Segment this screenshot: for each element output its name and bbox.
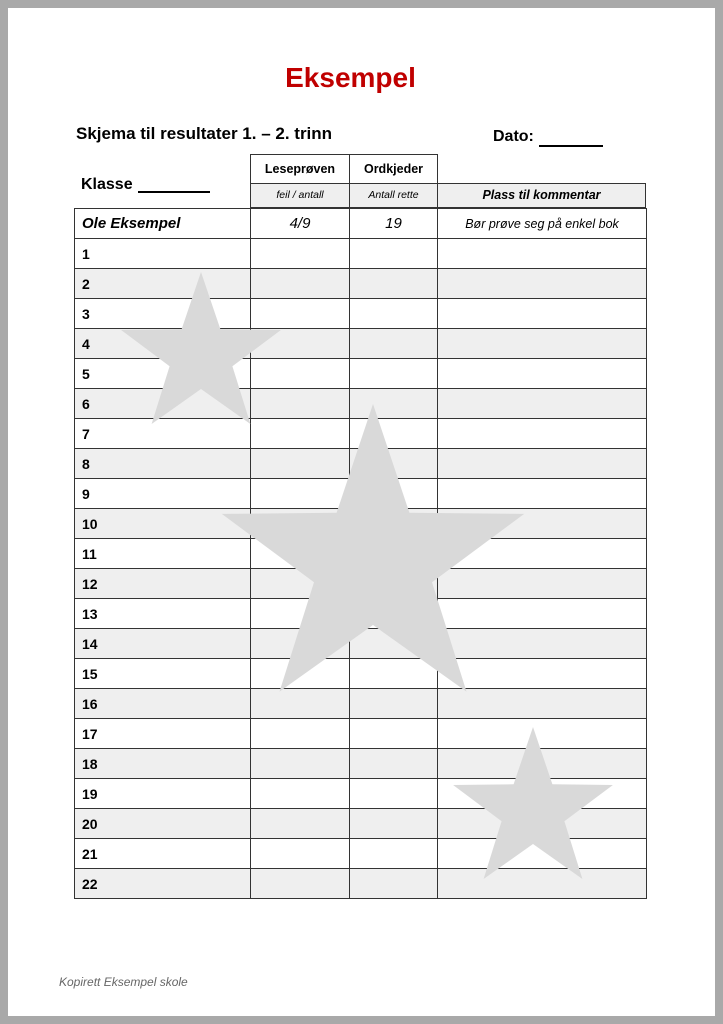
chains-cell[interactable] [350, 779, 438, 809]
table-row [75, 359, 647, 389]
comment-cell[interactable] [438, 479, 647, 509]
row-number: 17 [75, 719, 251, 749]
example-chains: 19 [350, 209, 438, 239]
results-table [74, 208, 647, 899]
reading-cell[interactable] [251, 299, 350, 329]
table-row [75, 569, 647, 599]
page-title: Eksempel [285, 62, 416, 93]
row-number: 21 [75, 839, 251, 869]
table-row [75, 779, 647, 809]
row-number: 22 [75, 869, 251, 899]
chains-cell[interactable] [350, 809, 438, 839]
table-row [75, 269, 647, 299]
row-number: 7 [75, 419, 251, 449]
row-number: 11 [75, 539, 251, 569]
comment-cell[interactable] [438, 779, 647, 809]
chains-cell[interactable] [350, 539, 438, 569]
comment-cell[interactable] [438, 599, 647, 629]
chains-cell[interactable] [350, 269, 438, 299]
reading-cell[interactable] [251, 659, 350, 689]
header-word-chains-sub: Antall rette [349, 183, 438, 208]
chains-cell[interactable] [350, 629, 438, 659]
comment-cell[interactable] [438, 419, 647, 449]
comment-cell[interactable] [438, 569, 647, 599]
header-reading-test-sub: feil / antall [250, 183, 350, 208]
header-comment: Plass til kommentar [437, 183, 646, 208]
chains-cell[interactable] [350, 509, 438, 539]
chains-cell[interactable] [350, 749, 438, 779]
reading-cell[interactable] [251, 569, 350, 599]
comment-cell[interactable] [438, 659, 647, 689]
table-row [75, 629, 647, 659]
row-number: 20 [75, 809, 251, 839]
chains-cell[interactable] [350, 419, 438, 449]
row-number: 13 [75, 599, 251, 629]
table-row [75, 749, 647, 779]
reading-cell[interactable] [251, 359, 350, 389]
row-number: 8 [75, 449, 251, 479]
table-row [75, 839, 647, 869]
row-number: 3 [75, 299, 251, 329]
table-row [75, 329, 647, 359]
comment-cell[interactable] [438, 509, 647, 539]
chains-cell[interactable] [350, 479, 438, 509]
class-blank-line[interactable] [138, 191, 210, 193]
reading-cell[interactable] [251, 239, 350, 269]
reading-cell[interactable] [251, 719, 350, 749]
reading-cell[interactable] [251, 269, 350, 299]
comment-cell[interactable] [438, 839, 647, 869]
comment-cell[interactable] [438, 389, 647, 419]
reading-cell[interactable] [251, 839, 350, 869]
row-number: 4 [75, 329, 251, 359]
chains-cell[interactable] [350, 299, 438, 329]
comment-cell[interactable] [438, 299, 647, 329]
table-row [75, 689, 647, 719]
reading-cell[interactable] [251, 869, 350, 899]
example-comment: Bør prøve seg på enkel bok [438, 209, 647, 239]
comment-cell[interactable] [438, 719, 647, 749]
table-row [75, 869, 647, 899]
reading-cell[interactable] [251, 779, 350, 809]
row-number: 19 [75, 779, 251, 809]
table-row [75, 659, 647, 689]
table-row [75, 599, 647, 629]
table-row [75, 509, 647, 539]
table-row [75, 449, 647, 479]
chains-cell[interactable] [350, 869, 438, 899]
row-number: 1 [75, 239, 251, 269]
chains-cell[interactable] [350, 329, 438, 359]
table-row [75, 809, 647, 839]
reading-cell[interactable] [251, 449, 350, 479]
reading-cell[interactable] [251, 809, 350, 839]
row-number: 5 [75, 359, 251, 389]
row-number: 18 [75, 749, 251, 779]
comment-cell[interactable] [438, 629, 647, 659]
reading-cell[interactable] [251, 689, 350, 719]
table-row [75, 389, 647, 419]
comment-cell[interactable] [438, 689, 647, 719]
date-blank-line[interactable] [539, 145, 603, 147]
row-number: 9 [75, 479, 251, 509]
table-row [75, 719, 647, 749]
form-subtitle: Skjema til resultater 1. – 2. trinn [76, 124, 333, 143]
comment-cell[interactable] [438, 359, 647, 389]
comment-cell[interactable] [438, 869, 647, 899]
date-label: Dato: [493, 128, 534, 145]
chains-cell[interactable] [350, 389, 438, 419]
copyright-footer: Kopirett Eksempel skole [59, 975, 188, 989]
reading-cell[interactable] [251, 539, 350, 569]
comment-cell[interactable] [438, 449, 647, 479]
comment-cell[interactable] [438, 329, 647, 359]
table-row [75, 419, 647, 449]
reading-cell[interactable] [251, 389, 350, 419]
comment-cell[interactable] [438, 269, 647, 299]
chains-cell[interactable] [350, 719, 438, 749]
comment-cell[interactable] [438, 749, 647, 779]
chains-cell[interactable] [350, 239, 438, 269]
chains-cell[interactable] [350, 569, 438, 599]
row-number: 2 [75, 269, 251, 299]
example-reading: 4/9 [251, 209, 350, 239]
chains-cell[interactable] [350, 599, 438, 629]
table-row [75, 299, 647, 329]
row-number: 6 [75, 389, 251, 419]
table-row [75, 479, 647, 509]
chains-cell[interactable] [350, 359, 438, 389]
row-number: 10 [75, 509, 251, 539]
reading-cell[interactable] [251, 419, 350, 449]
table-row [75, 239, 647, 269]
reading-cell[interactable] [251, 629, 350, 659]
table-row [75, 539, 647, 569]
header-word-chains: Ordkjeder [349, 154, 438, 184]
row-number: 16 [75, 689, 251, 719]
example-name: Ole Eksempel [75, 209, 251, 239]
chains-cell[interactable] [350, 449, 438, 479]
example-row [75, 209, 647, 239]
header-reading-test: Leseprøven [250, 154, 350, 184]
chains-cell[interactable] [350, 659, 438, 689]
row-number: 14 [75, 629, 251, 659]
chains-cell[interactable] [350, 689, 438, 719]
reading-cell[interactable] [251, 749, 350, 779]
comment-cell[interactable] [438, 809, 647, 839]
row-number: 12 [75, 569, 251, 599]
reading-cell[interactable] [251, 329, 350, 359]
chains-cell[interactable] [350, 839, 438, 869]
comment-cell[interactable] [438, 539, 647, 569]
class-label: Klasse [81, 176, 133, 193]
reading-cell[interactable] [251, 599, 350, 629]
reading-cell[interactable] [251, 479, 350, 509]
form-page [8, 8, 715, 1016]
row-number: 15 [75, 659, 251, 689]
reading-cell[interactable] [251, 509, 350, 539]
comment-cell[interactable] [438, 239, 647, 269]
